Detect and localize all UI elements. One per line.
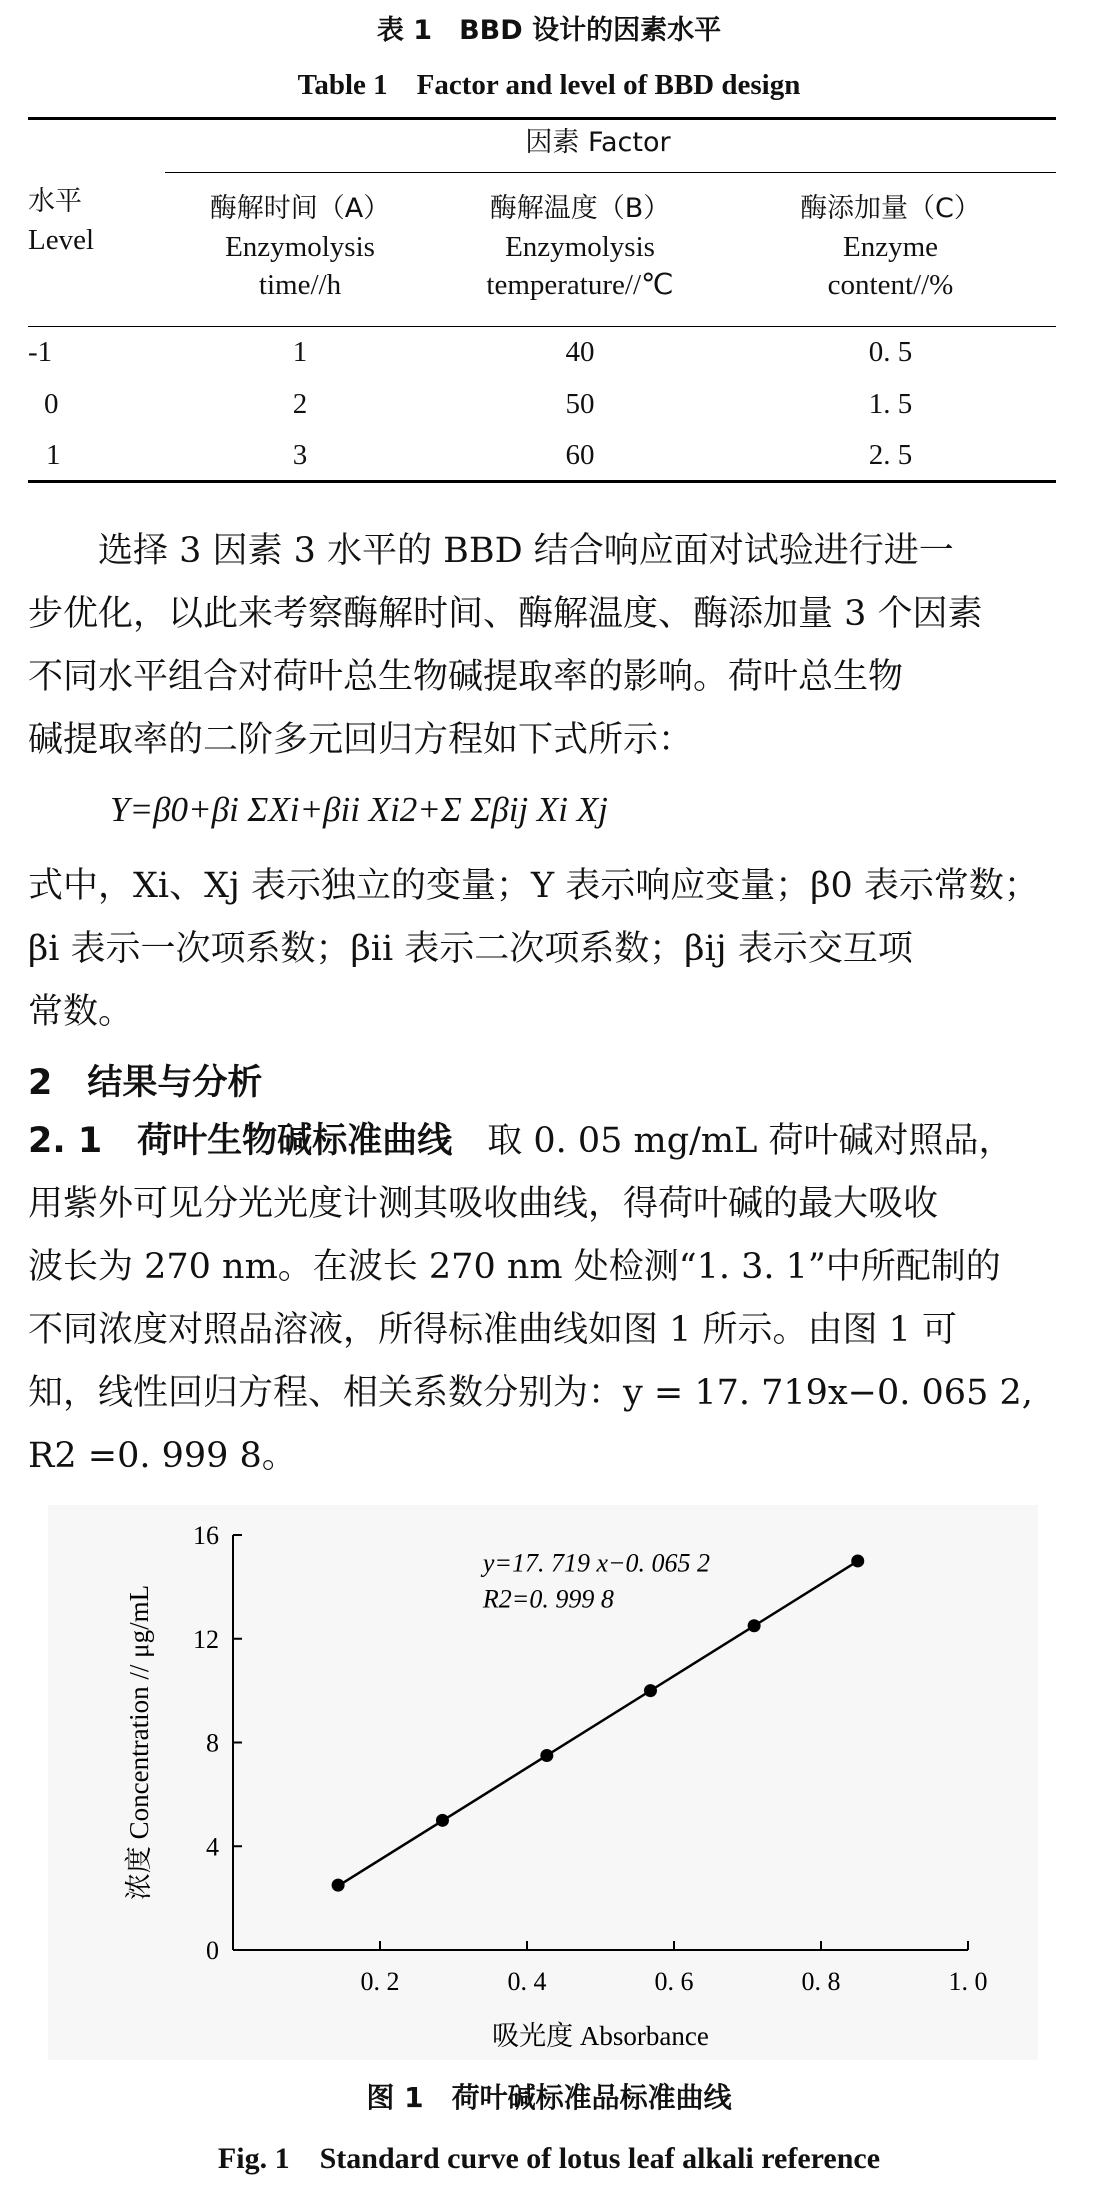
paragraph-intro: 选择 3 因素 3 水平的 BBD 结合响应面对试验进行进一 步优化，以此来考察酶解时间、酶解温度、酶添加量 3 个因素 不同水平组合对荷叶总生物碱提取率的影响。荷叶总生物 碱提取率的二阶多元回归方程如下式所示： [28, 531, 983, 760]
table-row-2-c: 1. 5 [868, 388, 913, 420]
table-header-level: 水平 Level [28, 186, 95, 256]
table-caption-zh: 表 1 BBD 设计的因素水平 [376, 15, 722, 46]
table-header-col-a: 酶解时间（A） Enzymolysis time//h [209, 193, 391, 301]
x-tick-label: 0. 6 [654, 1967, 694, 1996]
table-row-1-b: 40 [565, 336, 595, 368]
section-heading: 2 结果与分析 [28, 1063, 263, 1103]
x-tick-label: 0. 2 [360, 1967, 400, 1996]
y-axis-label: 浓度 Concentration // μg/mL [124, 1584, 154, 1901]
data-point [748, 1619, 761, 1632]
x-tick-label: 1. 0 [948, 1967, 988, 1996]
subsection-heading: 2. 1 荷叶生物碱标准曲线 [28, 1121, 453, 1161]
data-point [644, 1684, 657, 1697]
table-caption-en: Table 1 Factor and level of BBD design [297, 69, 801, 101]
paragraph-formula-notes: 式中，Xi、Xj 表示独立的变量；Y 表示响应变量；β0 表示常数； βi 表示一次项系数；βii 表示二次项系数；βij 表示交互项 常数。 [28, 866, 1039, 1032]
table-header-factor: 因素 Factor [525, 127, 671, 158]
table-header-col-c: 酶添加量（C） Enzyme content//% [800, 193, 981, 301]
data-point [436, 1814, 449, 1827]
paragraph-standard-curve: 2. 1 荷叶生物碱标准曲线 取 0. 05 mg/mL 荷叶碱对照品， 用紫外可见分光光度计测其吸收曲线，得荷叶碱的最大吸收 波长为 270 nm。在波长 270 nm 处检测“1. 3. 1”中所配制的 不同浓度对照品溶液，所得标准曲线如图 1 所示。由图 1 可 知，线性回归方程、相关系数分别为：y = 17. 719x−0. 065 2, R2 =0. 999 8。 [28, 1121, 1033, 1476]
x-axis-label: 吸光度 Absorbance [492, 2021, 709, 2051]
y-tick-label: 0 [206, 1936, 219, 1965]
table-header-col-b: 酶解温度（B） Enzymolysis temperature//℃ [486, 193, 674, 301]
y-tick-label: 4 [206, 1832, 219, 1862]
figure-caption-en: Fig. 1 Standard curve of lotus leaf alkali reference [217, 2142, 881, 2175]
table-top-rule [28, 117, 1056, 120]
table-row-3-c: 2. 5 [868, 439, 913, 471]
y-tick-label: 12 [193, 1624, 219, 1654]
data-point [332, 1879, 345, 1892]
figure-caption-zh: 图 1 荷叶碱标准品标准曲线 [366, 2081, 732, 2114]
regression-formula: Y=β0+βi ΣXi+βii Xi2+Σ Σβij Xi Xj [110, 790, 608, 829]
table-factor-rule [165, 172, 1056, 173]
table-row-1-level: -1 [28, 336, 53, 368]
equation-annotation: y=17. 719 x−0. 065 2 [482, 1548, 711, 1578]
table-row-3-level: 1 [46, 439, 61, 471]
y-tick-label: 8 [206, 1728, 219, 1758]
table-row-1-c: 0. 5 [868, 336, 913, 368]
table-row-2-a: 2 [292, 388, 308, 420]
table-row-1-a: 1 [292, 336, 308, 368]
standard-curve-chart [48, 1505, 1038, 2060]
x-tick-label: 0. 8 [801, 1967, 841, 1996]
table-row-3-b: 60 [565, 439, 595, 471]
table-header-rule [28, 326, 1056, 327]
r2-annotation: R2=0. 999 8 [482, 1584, 614, 1614]
table-row-2-b: 50 [565, 388, 595, 420]
data-point [851, 1554, 864, 1567]
data-point [540, 1749, 553, 1762]
y-tick-label: 16 [193, 1521, 219, 1550]
x-tick-label: 0. 4 [507, 1967, 547, 1996]
table-bottom-rule [28, 480, 1056, 483]
table-row-2-level: 0 [44, 388, 59, 420]
table-row-3-a: 3 [292, 439, 308, 471]
